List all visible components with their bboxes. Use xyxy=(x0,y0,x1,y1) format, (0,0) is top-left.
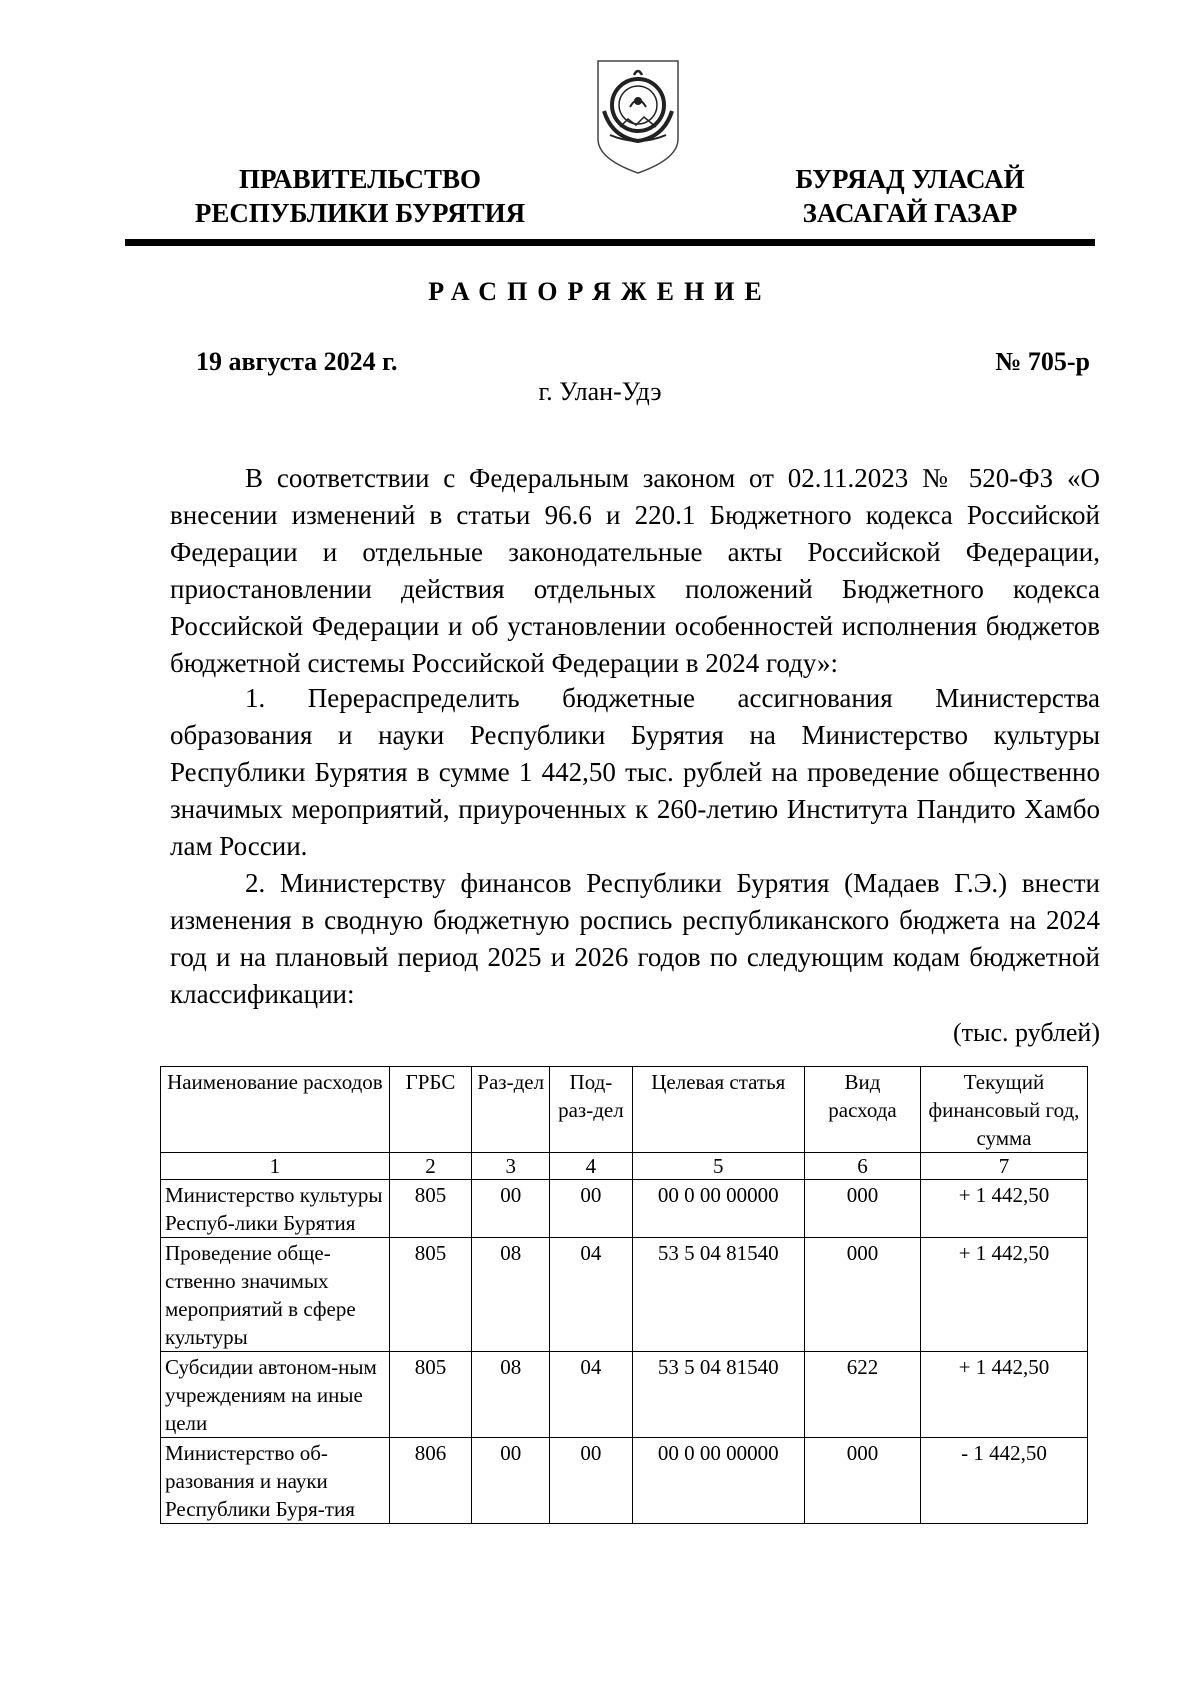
item-2-paragraph: 2. Министерству финансов Республики Бурятия (Мадаев Г.Э.) внести изменения в сводную бюджетную роспись республиканского бюджета на 2024 год и на плановый период 2025 и 2026 годов по следующим кодам бюджетной классификации: xyxy=(170,868,1100,1009)
table-cell: 7 xyxy=(920,1153,1087,1180)
government-name-buryat xyxy=(760,162,1060,230)
document-type-title: РАСПОРЯЖЕНИЕ xyxy=(428,277,772,306)
header-expense-type: Вид расхода xyxy=(804,1067,920,1153)
table-row xyxy=(161,1438,1088,1524)
header-subsection: Под-раз-дел xyxy=(550,1067,632,1153)
table-row xyxy=(161,1238,1088,1352)
header-grbs: ГРБС xyxy=(389,1067,471,1153)
table-cell: Министерство об-разования и науки Республики Буря-тия xyxy=(161,1438,390,1524)
gov-left-line2: РЕСПУБЛИКИ БУРЯТИЯ xyxy=(194,198,526,228)
table-cell: 00 0 00 00000 xyxy=(632,1438,804,1524)
item-1-paragraph: 1. Перераспределить бюджетные ассигнования Министерства образования и науки Республики Бурятия на Министерство культуры Республики Бурятия в сумме 1 442,50 тыс. рублей на проведение общественно значимых мероприятий, приуроченных к 260-летию Института Пандито Хамбо лам России. xyxy=(170,683,1100,861)
table-cell: 00 xyxy=(472,1438,550,1524)
table-cell: 53 5 04 81540 xyxy=(632,1238,804,1352)
budget-table xyxy=(160,1066,1088,1524)
table-cell: 00 xyxy=(550,1438,632,1524)
table-cell: - 1 442,50 xyxy=(920,1438,1087,1524)
table-cell: 08 xyxy=(472,1238,550,1352)
table-cell: 1 xyxy=(161,1153,390,1180)
table-cell: 2 xyxy=(389,1153,471,1180)
table-cell: 4 xyxy=(550,1153,632,1180)
document-number: № 705-р xyxy=(995,347,1090,376)
table-index-row xyxy=(161,1153,1088,1180)
preamble-paragraph: В соответствии с Федеральным законом от 02.11.2023 № 520-ФЗ «О внесении изменений в статьи 96.6 и 220.1 Бюджетного кодекса Российской Федерации и отдельные законодательные акты Российской Федерации, приостановлении действия отдельных положений Бюджетного кодекса Российской Федерации и об установлении особенностей исполнения бюджетов бюджетной системы Российской Федерации в 2024 году»: xyxy=(170,463,1100,678)
table-cell: 08 xyxy=(472,1352,550,1438)
gov-right-line1: БУРЯАД УЛАСАЙ xyxy=(795,164,1025,194)
table-cell: 000 xyxy=(804,1180,920,1238)
document-date: 19 августа 2024 г. xyxy=(196,347,398,376)
government-name-russian xyxy=(170,162,550,230)
table-cell: 805 xyxy=(389,1352,471,1438)
table-cell: 805 xyxy=(389,1238,471,1352)
table-cell: 00 0 00 00000 xyxy=(632,1180,804,1238)
table-cell: + 1 442,50 xyxy=(920,1352,1087,1438)
table-cell: 00 xyxy=(472,1180,550,1238)
table-cell: 000 xyxy=(804,1238,920,1352)
document-city: г. Улан-Удэ xyxy=(538,377,662,406)
table-cell: 622 xyxy=(804,1352,920,1438)
table-cell: 04 xyxy=(550,1238,632,1352)
table-cell: Субсидии автоном-ным учреждениям на иные цели xyxy=(161,1352,390,1438)
table-cell: 3 xyxy=(472,1153,550,1180)
table-cell: 04 xyxy=(550,1352,632,1438)
header-target-article: Целевая статья xyxy=(632,1067,804,1153)
table-cell: 00 xyxy=(550,1180,632,1238)
header-divider xyxy=(125,239,1095,246)
table-cell: Проведение обще-ственно значимых мероприятий в сфере культуры xyxy=(161,1238,390,1352)
table-cell: 000 xyxy=(804,1438,920,1524)
coat-of-arms-icon xyxy=(590,55,686,177)
table-cell: 805 xyxy=(389,1180,471,1238)
table-cell: 806 xyxy=(389,1438,471,1524)
header-amount: Текущий финансовый год, сумма xyxy=(920,1067,1087,1153)
header-section: Раз-дел xyxy=(472,1067,550,1153)
table-header-row xyxy=(161,1067,1088,1153)
table-cell: Министерство культуры Респуб-лики Бурятия xyxy=(161,1180,390,1238)
table-cell: 6 xyxy=(804,1153,920,1180)
header-name: Наименование расходов xyxy=(161,1067,390,1153)
table-cell: 53 5 04 81540 xyxy=(632,1352,804,1438)
gov-right-line2: ЗАСАГАЙ ГАЗАР xyxy=(802,198,1018,228)
table-row xyxy=(161,1180,1088,1238)
table-cell: + 1 442,50 xyxy=(920,1180,1087,1238)
gov-left-line1: ПРАВИТЕЛЬСТВО xyxy=(238,164,482,194)
table-cell: 5 xyxy=(632,1153,804,1180)
table-row xyxy=(161,1352,1088,1438)
units-label: (тыс. рублей) xyxy=(952,1018,1100,1047)
table-cell: + 1 442,50 xyxy=(920,1238,1087,1352)
